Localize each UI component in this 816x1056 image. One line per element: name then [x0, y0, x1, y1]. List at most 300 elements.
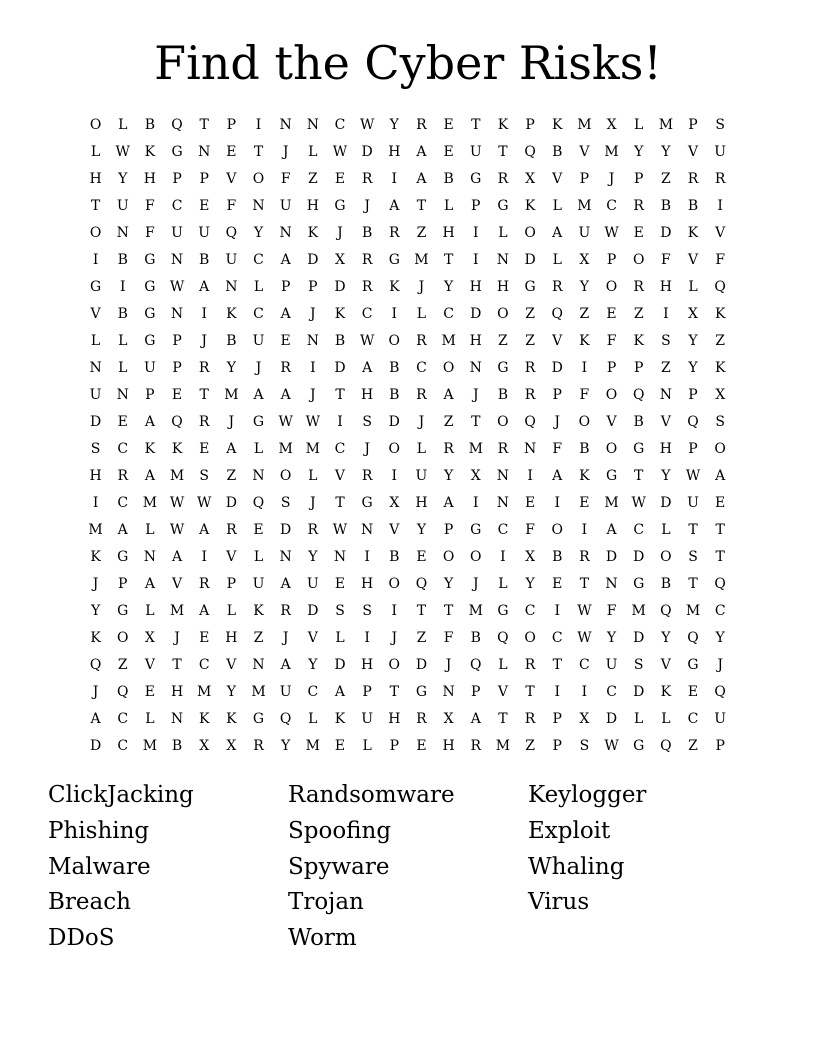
- grid-letter: L: [118, 116, 128, 133]
- word-item: Virus: [528, 889, 590, 916]
- grid-letter: E: [443, 116, 454, 133]
- grid-letter: I: [473, 251, 479, 268]
- grid-letter: I: [201, 548, 207, 565]
- grid-letter: S: [633, 656, 644, 673]
- grid-letter: H: [469, 332, 482, 349]
- grid-letter: L: [688, 278, 698, 295]
- grid-letter: K: [226, 305, 237, 322]
- grid-letter: G: [252, 710, 265, 727]
- grid-letter: Q: [279, 710, 292, 727]
- grid-letter: M: [169, 467, 185, 484]
- grid-letter: D: [633, 548, 645, 565]
- grid-letter: I: [92, 251, 99, 268]
- grid-letter: G: [361, 494, 373, 511]
- grid-letter: V: [226, 170, 237, 187]
- grid-letter: C: [606, 197, 617, 214]
- word-item: Exploit: [528, 817, 611, 844]
- grid-letter: U: [116, 197, 129, 214]
- grid-letter: U: [225, 251, 238, 268]
- grid-letter: W: [604, 224, 619, 241]
- grid-letter: I: [391, 602, 398, 619]
- grid-letter: H: [306, 197, 319, 214]
- grid-letter: B: [497, 386, 509, 403]
- grid-letter: D: [633, 683, 645, 700]
- grid-letter: C: [117, 494, 129, 511]
- grid-letter: T: [715, 521, 725, 538]
- grid-letter: J: [228, 413, 235, 430]
- letter-grid: [82, 111, 734, 759]
- grid-letter: E: [606, 305, 617, 322]
- grid-letter: X: [144, 629, 155, 646]
- grid-letter: J: [608, 170, 615, 187]
- grid-letter: M: [685, 602, 701, 619]
- grid-letter: W: [332, 143, 348, 160]
- grid-letter: M: [142, 737, 158, 754]
- grid-letter: P: [688, 440, 698, 457]
- grid-letter: D: [334, 359, 346, 376]
- grid-letter: C: [253, 251, 264, 268]
- grid-letter: J: [472, 575, 479, 592]
- grid-letter: B: [199, 251, 210, 268]
- grid-letter: X: [226, 737, 237, 754]
- grid-letter: Y: [308, 656, 318, 673]
- word-item: Spyware: [288, 853, 390, 880]
- grid-letter: T: [715, 548, 725, 565]
- grid-letter: G: [497, 359, 509, 376]
- grid-letter: M: [658, 116, 674, 133]
- grid-letter: I: [364, 629, 370, 646]
- grid-letter: T: [579, 575, 590, 592]
- grid-letter: H: [170, 683, 184, 700]
- grid-letter: P: [633, 359, 644, 376]
- grid-letter: E: [334, 170, 346, 187]
- grid-letter: H: [225, 629, 238, 646]
- grid-letter: M: [468, 602, 483, 619]
- grid-letter: O: [524, 629, 536, 646]
- grid-letter: L: [308, 467, 318, 484]
- grid-letter: L: [308, 710, 318, 727]
- grid-letter: R: [280, 602, 291, 619]
- grid-letter: G: [117, 548, 129, 565]
- grid-letter: Z: [525, 332, 535, 349]
- grid-letter: B: [361, 224, 373, 241]
- grid-letter: D: [334, 278, 346, 295]
- grid-letter: Q: [687, 413, 699, 430]
- grid-letter: I: [500, 548, 506, 565]
- grid-letter: E: [416, 548, 427, 565]
- grid-letter: Q: [470, 656, 482, 673]
- grid-letter: J: [255, 359, 262, 376]
- grid-letter: A: [470, 710, 481, 727]
- grid-letter: I: [581, 521, 588, 538]
- grid-letter: R: [198, 413, 210, 430]
- grid-letter: I: [255, 116, 262, 133]
- grid-letter: Z: [525, 305, 535, 322]
- grid-letter: T: [525, 683, 535, 700]
- grid-letter: G: [144, 332, 156, 349]
- grid-letter: Z: [416, 224, 427, 241]
- grid-letter: D: [89, 737, 102, 754]
- grid-letter: T: [471, 413, 481, 430]
- grid-letter: W: [278, 413, 293, 430]
- grid-letter: E: [579, 494, 590, 511]
- grid-letter: C: [714, 602, 726, 619]
- grid-letter: E: [144, 683, 155, 700]
- grid-letter: E: [280, 332, 291, 349]
- grid-letter: W: [604, 737, 619, 754]
- grid-letter: H: [442, 224, 455, 241]
- grid-letter: G: [633, 440, 645, 457]
- grid-letter: K: [714, 305, 726, 322]
- grid-letter: O: [497, 413, 509, 430]
- grid-letter: K: [90, 548, 101, 565]
- grid-letter: W: [685, 467, 701, 484]
- grid-letter: E: [199, 197, 210, 214]
- grid-letter: Z: [498, 332, 508, 349]
- grid-letter: L: [661, 710, 671, 727]
- grid-letter: D: [388, 413, 400, 430]
- grid-letter: D: [307, 602, 319, 619]
- grid-letter: L: [90, 143, 101, 160]
- grid-letter: E: [633, 224, 644, 241]
- grid-letter: H: [659, 278, 672, 295]
- grid-letter: H: [469, 278, 482, 295]
- grid-letter: V: [552, 170, 563, 187]
- grid-letter: V: [389, 521, 400, 538]
- grid-letter: G: [633, 575, 645, 592]
- grid-letter: B: [687, 197, 699, 214]
- grid-letter: L: [416, 440, 427, 457]
- grid-letter: P: [633, 170, 644, 187]
- grid-letter: L: [145, 521, 155, 538]
- grid-letter: W: [332, 521, 348, 538]
- grid-letter: A: [280, 656, 291, 673]
- grid-letter: C: [117, 710, 129, 727]
- grid-letter: W: [197, 494, 212, 511]
- grid-letter: R: [253, 737, 264, 754]
- grid-letter: P: [552, 386, 562, 403]
- grid-letter: O: [388, 440, 401, 457]
- grid-letter: P: [172, 359, 182, 376]
- grid-letter: I: [554, 602, 560, 619]
- grid-letter: Y: [253, 224, 264, 241]
- grid-letter: T: [416, 197, 427, 214]
- grid-letter: W: [169, 521, 185, 538]
- grid-letter: P: [172, 332, 182, 349]
- grid-letter: H: [388, 143, 401, 160]
- grid-letter: Q: [632, 386, 645, 403]
- grid-letter: I: [391, 305, 398, 322]
- grid-letter: F: [715, 251, 726, 268]
- grid-letter: T: [498, 710, 508, 727]
- grid-letter: S: [579, 737, 590, 754]
- grid-letter: K: [389, 278, 400, 295]
- grid-letter: J: [92, 683, 99, 700]
- grid-letter: J: [282, 143, 289, 160]
- grid-letter: B: [552, 548, 563, 565]
- grid-letter: E: [253, 521, 264, 538]
- grid-letter: U: [89, 386, 102, 403]
- grid-letter: T: [443, 602, 454, 619]
- grid-letter: A: [144, 467, 155, 484]
- grid-letter: N: [252, 656, 265, 673]
- grid-letter: D: [605, 710, 618, 727]
- grid-letter: P: [389, 737, 399, 754]
- grid-letter: V: [226, 548, 237, 565]
- grid-letter: Z: [416, 629, 427, 646]
- grid-letter: R: [416, 116, 427, 133]
- grid-letter: U: [279, 683, 292, 700]
- grid-letter: M: [305, 737, 320, 754]
- grid-letter: R: [633, 197, 644, 214]
- grid-letter: S: [688, 548, 698, 565]
- grid-letter: C: [497, 521, 509, 538]
- grid-letter: Q: [89, 656, 102, 673]
- word-item: Breach: [48, 889, 131, 916]
- grid-letter: S: [280, 494, 291, 511]
- grid-letter: N: [659, 386, 672, 403]
- grid-letter: C: [334, 440, 346, 457]
- grid-letter: N: [496, 467, 510, 484]
- grid-letter: U: [469, 143, 482, 160]
- grid-letter: N: [252, 197, 265, 214]
- grid-letter: E: [715, 494, 726, 511]
- grid-letter: B: [389, 359, 400, 376]
- grid-letter: L: [145, 602, 155, 619]
- grid-letter: P: [688, 116, 698, 133]
- grid-letter: J: [418, 413, 425, 430]
- grid-letter: D: [470, 305, 482, 322]
- word-item: Phishing: [48, 817, 150, 844]
- grid-letter: L: [118, 359, 128, 376]
- grid-letter: U: [306, 575, 319, 592]
- grid-letter: J: [92, 575, 99, 592]
- grid-letter: W: [359, 332, 375, 349]
- grid-letter: B: [660, 197, 671, 214]
- grid-letter: X: [335, 251, 345, 268]
- grid-letter: O: [632, 251, 645, 268]
- grid-letter: V: [307, 629, 318, 646]
- grid-letter: Z: [253, 629, 264, 646]
- grid-letter: X: [579, 710, 590, 727]
- grid-letter: L: [226, 602, 236, 619]
- grid-letter: J: [282, 629, 289, 646]
- grid-letter: R: [416, 386, 427, 403]
- grid-letter: N: [279, 224, 292, 241]
- grid-letter: A: [144, 413, 155, 430]
- grid-letter: H: [442, 737, 455, 754]
- grid-letter: R: [633, 278, 644, 295]
- grid-letter: B: [660, 575, 671, 592]
- grid-letter: O: [279, 467, 292, 484]
- grid-letter: G: [334, 197, 346, 214]
- grid-letter: K: [334, 710, 346, 727]
- grid-letter: R: [443, 440, 454, 457]
- grid-letter: P: [226, 575, 237, 592]
- grid-letter: E: [443, 143, 454, 160]
- grid-letter: Q: [225, 224, 238, 241]
- grid-letter: R: [416, 332, 427, 349]
- grid-letter: N: [306, 116, 319, 133]
- grid-letter: J: [174, 629, 180, 646]
- grid-letter: Q: [551, 305, 563, 322]
- grid-letter: R: [226, 521, 237, 538]
- grid-letter: W: [359, 116, 375, 133]
- grid-letter: N: [442, 683, 455, 700]
- grid-letter: L: [335, 629, 345, 646]
- grid-letter: S: [362, 602, 372, 619]
- grid-letter: N: [170, 710, 184, 727]
- grid-letter: O: [605, 278, 618, 295]
- grid-letter: V: [687, 251, 699, 268]
- grid-letter: P: [118, 575, 128, 592]
- grid-letter: A: [552, 224, 563, 241]
- grid-letter: N: [143, 548, 157, 565]
- word-item: DDoS: [48, 925, 115, 951]
- grid-letter: G: [144, 251, 156, 268]
- grid-letter: H: [361, 656, 374, 673]
- grid-letter: K: [660, 683, 672, 700]
- grid-letter: G: [497, 197, 509, 214]
- grid-letter: V: [687, 143, 699, 160]
- grid-letter: C: [198, 656, 210, 673]
- grid-letter: V: [579, 143, 590, 160]
- grid-letter: M: [604, 143, 619, 160]
- grid-letter: W: [305, 413, 321, 430]
- grid-letter: T: [90, 197, 101, 214]
- grid-letter: R: [416, 710, 427, 727]
- grid-letter: O: [714, 440, 726, 457]
- grid-letter: K: [226, 710, 237, 727]
- grid-letter: Q: [171, 413, 183, 430]
- grid-letter: Z: [117, 656, 128, 673]
- grid-letter: V: [226, 656, 237, 673]
- grid-letter: M: [305, 440, 320, 457]
- grid-letter: W: [631, 494, 646, 511]
- grid-letter: G: [252, 413, 265, 430]
- grid-letter: P: [308, 278, 318, 295]
- grid-letter: B: [334, 332, 346, 349]
- grid-letter: J: [337, 224, 343, 241]
- word-item: Malware: [48, 853, 151, 880]
- grid-letter: X: [443, 710, 454, 727]
- grid-letter: X: [688, 305, 698, 322]
- grid-letter: P: [199, 170, 209, 187]
- grid-letter: G: [144, 305, 156, 322]
- grid-letter: K: [633, 332, 644, 349]
- grid-letter: S: [661, 332, 671, 349]
- grid-letter: C: [633, 521, 645, 538]
- grid-letter: Y: [525, 575, 535, 592]
- grid-letter: A: [280, 251, 291, 268]
- grid-letter: D: [660, 494, 672, 511]
- grid-letter: O: [442, 548, 455, 565]
- grid-letter: I: [391, 170, 398, 187]
- grid-letter: I: [527, 467, 533, 484]
- grid-letter: T: [172, 656, 182, 673]
- grid-letter: G: [470, 170, 482, 187]
- grid-letter: B: [579, 440, 590, 457]
- grid-letter: U: [279, 197, 292, 214]
- grid-letter: A: [280, 386, 291, 403]
- grid-letter: R: [524, 656, 536, 673]
- grid-letter: J: [445, 656, 452, 673]
- grid-letter: R: [198, 359, 210, 376]
- grid-letter: H: [415, 494, 428, 511]
- grid-letter: A: [199, 278, 210, 295]
- grid-letter: I: [391, 467, 398, 484]
- grid-letter: Q: [497, 629, 509, 646]
- grid-letter: B: [552, 143, 563, 160]
- grid-letter: E: [334, 575, 346, 592]
- grid-letter: F: [606, 332, 617, 349]
- grid-letter: A: [389, 197, 400, 214]
- grid-letter: K: [253, 602, 264, 619]
- grid-letter: X: [525, 170, 536, 187]
- grid-letter: L: [634, 710, 644, 727]
- grid-letter: T: [199, 116, 209, 133]
- grid-letter: G: [171, 143, 183, 160]
- grid-letter: W: [577, 602, 592, 619]
- grid-letter: H: [143, 170, 156, 187]
- grid-letter: Z: [715, 332, 726, 349]
- grid-letter: P: [525, 116, 535, 133]
- grid-letter: Y: [661, 467, 671, 484]
- grid-letter: Q: [687, 629, 699, 646]
- grid-letter: D: [605, 548, 618, 565]
- grid-letter: A: [443, 386, 454, 403]
- grid-letter: D: [524, 251, 536, 268]
- grid-letter: I: [473, 494, 479, 511]
- grid-letter: B: [389, 548, 400, 565]
- grid-letter: R: [551, 278, 563, 295]
- grid-letter: A: [416, 143, 427, 160]
- grid-letter: A: [199, 521, 210, 538]
- grid-letter: E: [687, 683, 699, 700]
- grid-letter: O: [605, 386, 618, 403]
- grid-letter: M: [88, 521, 103, 538]
- grid-letter: Y: [416, 521, 427, 538]
- grid-letter: Q: [714, 575, 726, 592]
- grid-letter: R: [117, 467, 128, 484]
- grid-letter: W: [115, 143, 130, 160]
- grid-letter: Z: [633, 305, 644, 322]
- grid-letter: N: [279, 548, 292, 565]
- grid-letter: J: [472, 386, 479, 403]
- grid-letter: R: [280, 359, 291, 376]
- grid-letter: L: [118, 332, 128, 349]
- grid-letter: N: [605, 575, 618, 592]
- grid-letter: X: [389, 494, 400, 511]
- grid-letter: W: [169, 278, 185, 295]
- grid-letter: M: [631, 602, 646, 619]
- grid-letter: X: [525, 548, 536, 565]
- grid-letter: M: [251, 683, 266, 700]
- grid-letter: Z: [579, 305, 590, 322]
- grid-letter: O: [524, 224, 536, 241]
- grid-letter: Y: [579, 278, 590, 295]
- grid-letter: K: [552, 116, 563, 133]
- grid-letter: I: [119, 278, 126, 295]
- grid-letter: E: [199, 629, 210, 646]
- grid-letter: Z: [660, 359, 671, 376]
- grid-letter: Y: [688, 332, 698, 349]
- grid-letter: H: [89, 467, 102, 484]
- grid-letter: C: [443, 305, 454, 322]
- grid-letter: N: [496, 494, 510, 511]
- grid-letter: F: [443, 629, 454, 646]
- grid-letter: T: [389, 683, 399, 700]
